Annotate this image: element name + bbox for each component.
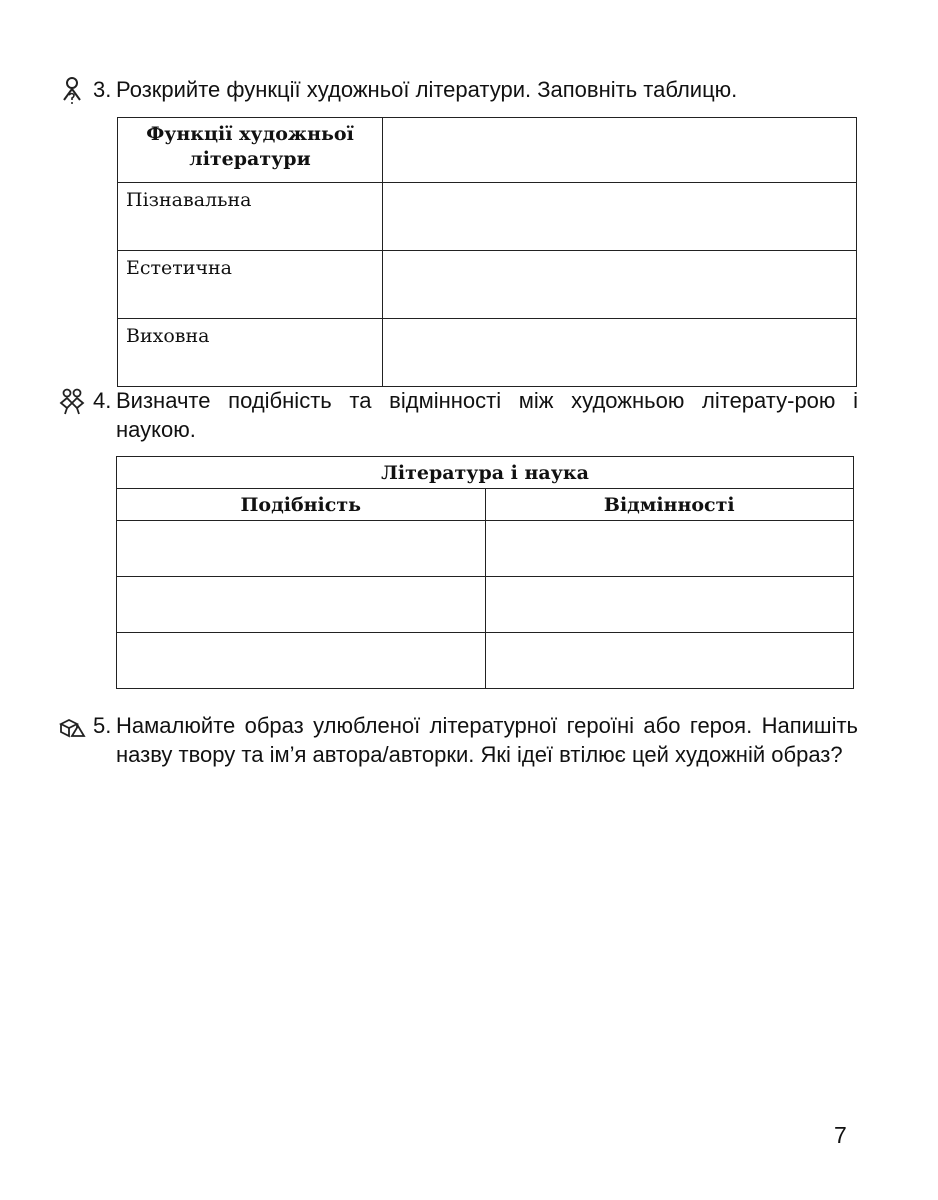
table-row	[117, 577, 854, 633]
table-row	[118, 319, 857, 387]
similarity-cell[interactable]	[117, 521, 486, 577]
task-4-number: 4.	[93, 388, 112, 413]
task-3-text: Розкрийте функції художньої літератури. Заповніть таблицю.	[116, 77, 738, 102]
answer-cell[interactable]	[383, 183, 857, 251]
answer-header-cell[interactable]	[383, 118, 857, 183]
shapes-icon	[58, 712, 86, 740]
table-row	[118, 183, 857, 251]
answer-cell[interactable]	[383, 319, 857, 387]
function-label: Пізнавальна	[118, 183, 383, 251]
literature-science-table	[116, 456, 854, 689]
task-3	[58, 75, 858, 105]
task-5	[58, 711, 858, 801]
function-label: Естетична	[118, 251, 383, 319]
page-number: 7	[834, 1122, 847, 1148]
difference-cell[interactable]	[485, 633, 854, 689]
column-header-differences: Відмінності	[485, 489, 854, 521]
task-5-text: Намалюйте образ улюбленої літературної героїні або героя. Напишіть назву твору та ім’я автора/авторки. Які ідеї втілює цей художній образ?	[116, 713, 858, 767]
table-title: Література і наука	[117, 457, 854, 489]
task-4	[58, 386, 858, 446]
task-5-number: 5.	[93, 713, 112, 738]
column-header-similarity: Подібність	[117, 489, 486, 521]
table-row	[117, 521, 854, 577]
table-row	[118, 251, 857, 319]
similarity-cell[interactable]	[117, 577, 486, 633]
functions-header-line1: Функції художньої	[146, 123, 354, 145]
person-question-icon	[58, 76, 86, 104]
similarity-cell[interactable]	[117, 633, 486, 689]
function-label: Виховна	[118, 319, 383, 387]
answer-cell[interactable]	[383, 251, 857, 319]
functions-header	[118, 118, 383, 183]
puzzle-people-icon	[58, 387, 86, 415]
difference-cell[interactable]	[485, 521, 854, 577]
table-row	[117, 633, 854, 689]
functions-table	[117, 117, 857, 387]
table-row	[117, 489, 854, 521]
difference-cell[interactable]	[485, 577, 854, 633]
table-row	[118, 118, 857, 183]
task-4-text: Визначте подібність та відмінності між художньою літерату-рою і наукою.	[116, 388, 858, 442]
table-row	[117, 457, 854, 489]
functions-header-line2: літератури	[189, 148, 311, 170]
task-3-number: 3.	[93, 77, 112, 102]
